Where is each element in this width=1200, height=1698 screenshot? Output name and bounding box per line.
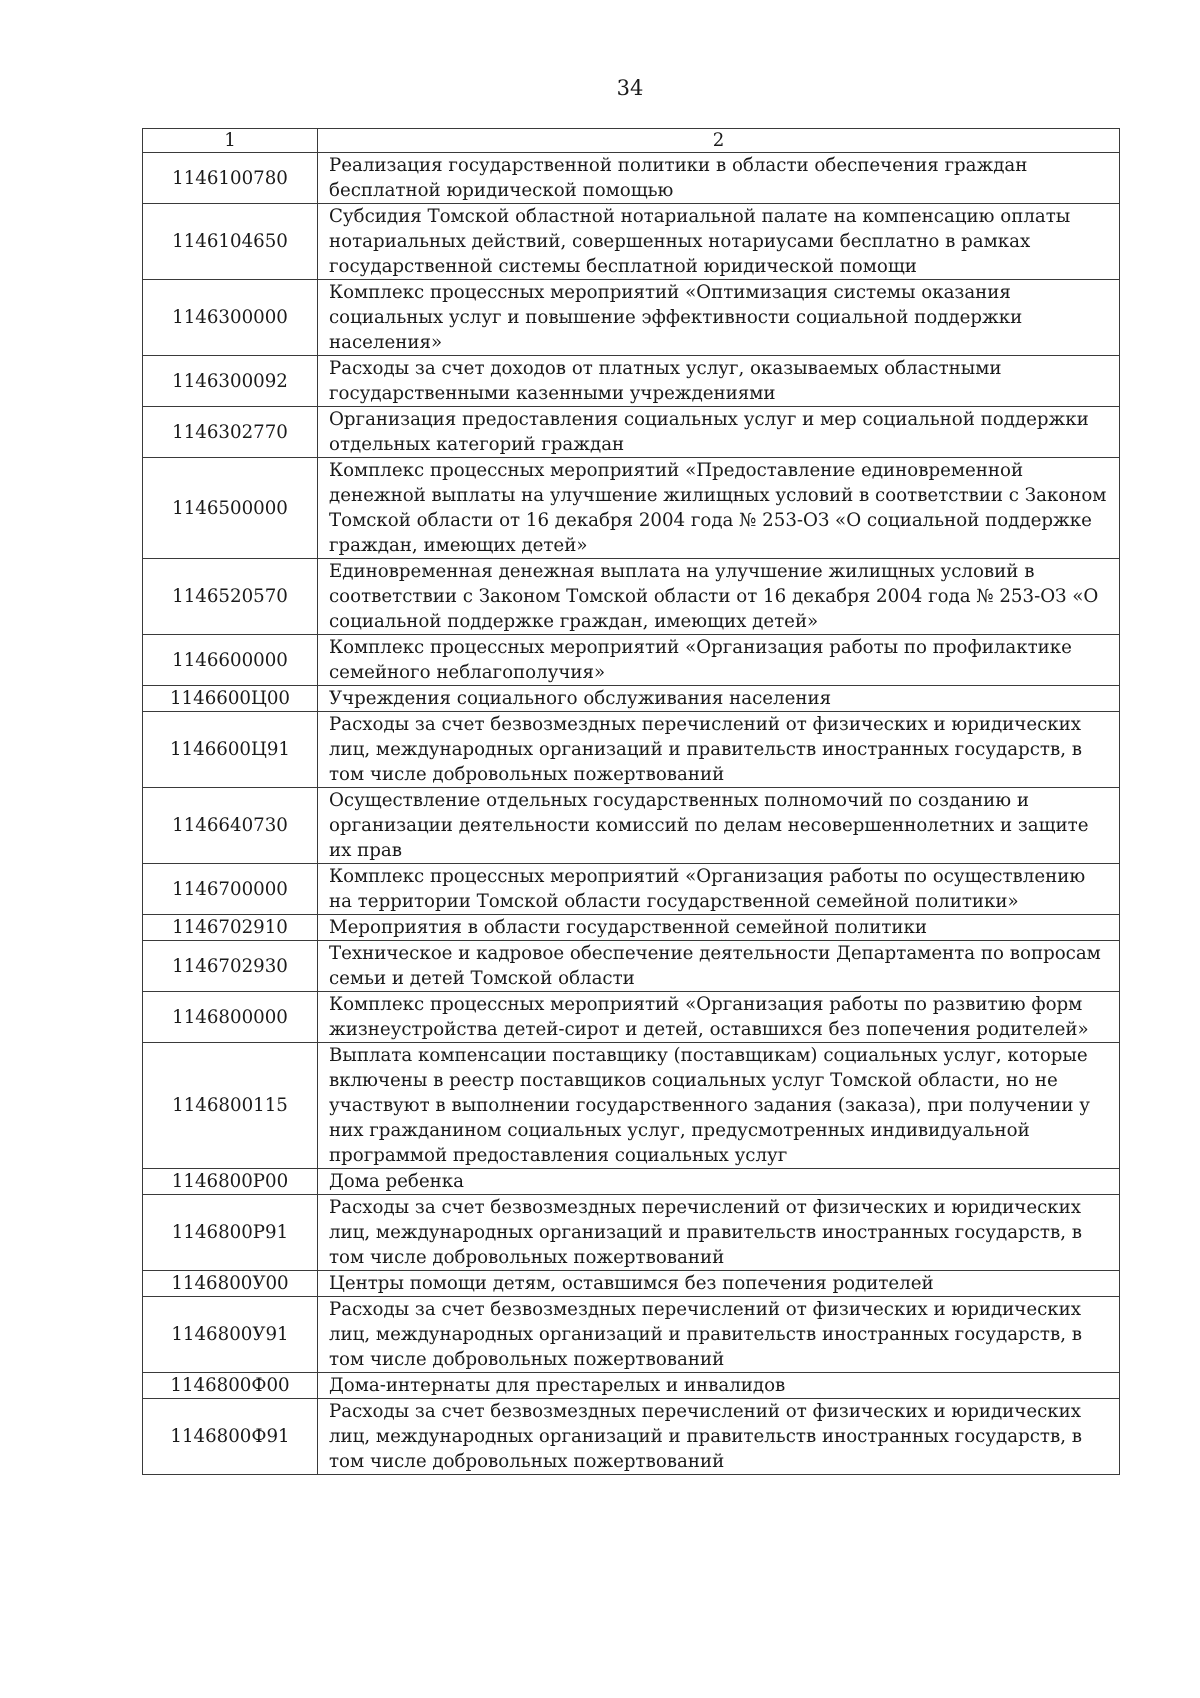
table-row	[143, 559, 1120, 635]
row-code: 1146300092	[143, 356, 318, 407]
table-row	[143, 1271, 1120, 1297]
row-description: Осуществление отдельных государственных полномочий по созданию и организации деятельности комиссий по делам несовершеннолетних и защите их прав	[318, 788, 1120, 864]
row-description: Единовременная денежная выплата на улучшение жилищных условий в соответствии с Законом Томской области от 16 декабря 2004 года № 253-ОЗ «О социальной поддержке граждан, имеющих детей»	[318, 559, 1120, 635]
row-code: 1146702910	[143, 915, 318, 941]
table-row	[143, 788, 1120, 864]
row-description: Комплекс процессных мероприятий «Оптимизация системы оказания социальных услуг и повышение эффективности социальной поддержки населения»	[318, 280, 1120, 356]
table-row	[143, 1169, 1120, 1195]
row-description: Расходы за счет безвозмездных перечислений от физических и юридических лиц, международных организаций и правительств иностранных государств, в том числе добровольных пожертвований	[318, 1399, 1120, 1475]
row-description: Техническое и кадровое обеспечение деятельности Департамента по вопросам семьи и детей Томской области	[318, 941, 1120, 992]
row-code: 1146800У00	[143, 1271, 318, 1297]
row-code: 1146600000	[143, 635, 318, 686]
row-description: Реализация государственной политики в области обеспечения граждан бесплатной юридической помощью	[318, 153, 1120, 204]
page-number: 34	[616, 76, 644, 100]
row-description: Комплекс процессных мероприятий «Организация работы по осуществлению на территории Томской области государственной семейной политики»	[318, 864, 1120, 915]
row-description: Расходы за счет безвозмездных перечислений от физических и юридических лиц, международных организаций и правительств иностранных государств, в том числе добровольных пожертвований	[318, 1195, 1120, 1271]
table-row	[143, 1297, 1120, 1373]
row-description: Комплекс процессных мероприятий «Предоставление единовременной денежной выплаты на улучшение жилищных условий в соответствии с Законом Томской области от 16 декабря 2004 года № 253-ОЗ «О социальной поддержке граждан, имеющих детей»	[318, 458, 1120, 559]
row-description: Дома-интернаты для престарелых и инвалидов	[318, 1373, 1120, 1399]
row-code: 1146302770	[143, 407, 318, 458]
row-description: Расходы за счет доходов от платных услуг, оказываемых областными государственными казенными учреждениями	[318, 356, 1120, 407]
row-code: 1146300000	[143, 280, 318, 356]
row-code: 1146800Ф91	[143, 1399, 318, 1475]
row-code: 1146520570	[143, 559, 318, 635]
table-body	[143, 153, 1120, 1475]
row-description: Субсидия Томской областной нотариальной палате на компенсацию оплаты нотариальных действий, совершенных нотариусами бесплатно в рамках государственной системы бесплатной юридической помощи	[318, 204, 1120, 280]
table-row	[143, 864, 1120, 915]
row-code: 1146100780	[143, 153, 318, 204]
row-description: Расходы за счет безвозмездных перечислений от физических и юридических лиц, международных организаций и правительств иностранных государств, в том числе добровольных пожертвований	[318, 1297, 1120, 1373]
code-table	[142, 128, 1120, 1475]
table-row	[143, 941, 1120, 992]
row-description: Мероприятия в области государственной семейной политики	[318, 915, 1120, 941]
table-row	[143, 915, 1120, 941]
table-row	[143, 1373, 1120, 1399]
table-row	[143, 356, 1120, 407]
row-code: 1146640730	[143, 788, 318, 864]
table-row	[143, 407, 1120, 458]
table-row	[143, 204, 1120, 280]
row-description: Организация предоставления социальных услуг и мер социальной поддержки отдельных категорий граждан	[318, 407, 1120, 458]
row-description: Дома ребенка	[318, 1169, 1120, 1195]
table-row	[143, 992, 1120, 1043]
row-description: Выплата компенсации поставщику (поставщикам) социальных услуг, которые включены в реестр поставщиков социальных услуг Томской области, но не участвуют в выполнении государственного задания (заказа), при получении у них гражданином социальных услуг, предусмотренных индивидуальной программой предоставления социальных услуг	[318, 1043, 1120, 1169]
row-code: 1146104650	[143, 204, 318, 280]
row-code: 1146702930	[143, 941, 318, 992]
row-description: Комплекс процессных мероприятий «Организация работы по профилактике семейного неблагополучия»	[318, 635, 1120, 686]
table-row	[143, 1043, 1120, 1169]
table-row	[143, 686, 1120, 712]
table-row	[143, 635, 1120, 686]
row-code: 1146600Ц00	[143, 686, 318, 712]
row-code: 1146800Ф00	[143, 1373, 318, 1399]
table-row	[143, 1399, 1120, 1475]
table-row	[143, 153, 1120, 204]
column-header-code: 1	[143, 129, 318, 153]
table-header-row	[143, 129, 1120, 153]
table-row	[143, 1195, 1120, 1271]
table-row	[143, 712, 1120, 788]
row-description: Учреждения социального обслуживания населения	[318, 686, 1120, 712]
row-code: 1146800Р91	[143, 1195, 318, 1271]
row-description: Расходы за счет безвозмездных перечислений от физических и юридических лиц, международных организаций и правительств иностранных государств, в том числе добровольных пожертвований	[318, 712, 1120, 788]
table-row	[143, 458, 1120, 559]
row-description: Комплекс процессных мероприятий «Организация работы по развитию форм жизнеустройства детей-сирот и детей, оставшихся без попечения родителей»	[318, 992, 1120, 1043]
row-code: 1146800115	[143, 1043, 318, 1169]
row-code: 1146800Р00	[143, 1169, 318, 1195]
column-header-description: 2	[318, 129, 1120, 153]
table-row	[143, 280, 1120, 356]
row-code: 1146500000	[143, 458, 318, 559]
row-code: 1146800У91	[143, 1297, 318, 1373]
row-code: 1146800000	[143, 992, 318, 1043]
row-code: 1146600Ц91	[143, 712, 318, 788]
row-description: Центры помощи детям, оставшимся без попечения родителей	[318, 1271, 1120, 1297]
row-code: 1146700000	[143, 864, 318, 915]
